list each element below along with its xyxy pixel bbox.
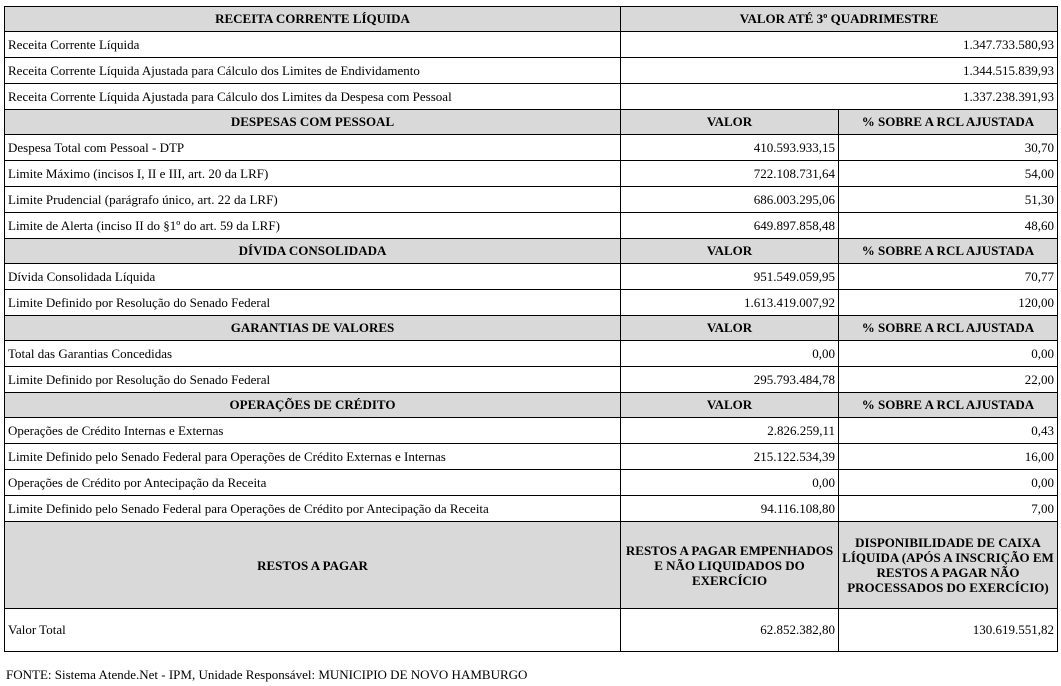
row-label: Operações de Crédito por Antecipação da Receita: [5, 470, 621, 496]
row-value: 1.337.238.391,93: [621, 84, 1058, 110]
restos-total-row: [5, 609, 1058, 652]
credito-header-row: [5, 393, 1058, 418]
divida-header: DÍVIDA CONSOLIDADA: [5, 239, 621, 264]
col-pct-header: % SOBRE A RCL AJUSTADA: [839, 316, 1058, 341]
row-value: 649.897.858,48: [621, 213, 839, 239]
table-row: [5, 213, 1058, 239]
row-value: 215.122.534,39: [621, 444, 839, 470]
table-row: [5, 290, 1058, 316]
row-label: Total das Garantias Concedidas: [5, 341, 621, 367]
row-value: 686.003.295,06: [621, 187, 839, 213]
row-pct: 70,77: [839, 264, 1058, 290]
row-value: 94.116.108,80: [621, 496, 839, 522]
row-label: Operações de Crédito Internas e Externas: [5, 418, 621, 444]
restos-empenhados-value: 62.852.382,80: [621, 609, 839, 652]
pessoal-header-row: [5, 110, 1058, 135]
table-row: [5, 367, 1058, 393]
row-value: 722.108.731,64: [621, 161, 839, 187]
col-valor-header: VALOR: [621, 239, 839, 264]
row-value: 0,00: [621, 341, 839, 367]
row-pct: 0,00: [839, 341, 1058, 367]
row-pct: 30,70: [839, 135, 1058, 161]
table-row: [5, 444, 1058, 470]
row-label: Limite Definido pelo Senado Federal para Operações de Crédito por Antecipação da Receita: [5, 496, 621, 522]
row-value: 0,00: [621, 470, 839, 496]
row-pct: 0,43: [839, 418, 1058, 444]
col-valor-header: VALOR: [621, 110, 839, 135]
pessoal-header: DESPESAS COM PESSOAL: [5, 110, 621, 135]
col-pct-header: % SOBRE A RCL AJUSTADA: [839, 239, 1058, 264]
restos-header: RESTOS A PAGAR: [5, 522, 621, 609]
table-row: [5, 418, 1058, 444]
credito-header: OPERAÇÕES DE CRÉDITO: [5, 393, 621, 418]
source-footnote: FONTE: Sistema Atende.Net - IPM, Unidade Responsável: MUNICIPIO DE NOVO HAMBURGO: [6, 667, 528, 682]
row-pct: 7,00: [839, 496, 1058, 522]
table-row: [5, 135, 1058, 161]
col-pct-header: % SOBRE A RCL AJUSTADA: [839, 110, 1058, 135]
row-pct: 54,00: [839, 161, 1058, 187]
row-label: Receita Corrente Líquida: [5, 32, 621, 58]
row-value: 295.793.484,78: [621, 367, 839, 393]
row-pct: 51,30: [839, 187, 1058, 213]
table-row: [5, 470, 1058, 496]
table-row: [5, 264, 1058, 290]
row-pct: 22,00: [839, 367, 1058, 393]
row-value: 1.344.515.839,93: [621, 58, 1058, 84]
row-label: Valor Total: [5, 609, 621, 652]
rgf-summary-table: [4, 6, 1058, 652]
table-row: [5, 161, 1058, 187]
row-value: 410.593.933,15: [621, 135, 839, 161]
row-label: Dívida Consolidada Líquida: [5, 264, 621, 290]
row-label: Limite Definido por Resolução do Senado Federal: [5, 367, 621, 393]
row-label: Limite Máximo (incisos I, II e III, art. 20 da LRF): [5, 161, 621, 187]
table-row: [5, 84, 1058, 110]
row-label: Receita Corrente Líquida Ajustada para Cálculo dos Limites de Endividamento: [5, 58, 621, 84]
row-pct: 48,60: [839, 213, 1058, 239]
table-row: [5, 32, 1058, 58]
col-valor-header: VALOR: [621, 316, 839, 341]
garantias-header: GARANTIAS DE VALORES: [5, 316, 621, 341]
col-pct-header: % SOBRE A RCL AJUSTADA: [839, 393, 1058, 418]
table-row: [5, 58, 1058, 84]
row-pct: 120,00: [839, 290, 1058, 316]
table-row: [5, 187, 1058, 213]
divida-header-row: [5, 239, 1058, 264]
row-value: 2.826.259,11: [621, 418, 839, 444]
rcl-header: RECEITA CORRENTE LÍQUIDA: [5, 7, 621, 32]
table-row: [5, 496, 1058, 522]
row-label: Despesa Total com Pessoal - DTP: [5, 135, 621, 161]
row-label: Limite Definido por Resolução do Senado Federal: [5, 290, 621, 316]
row-label: Limite Prudencial (parágrafo único, art. 22 da LRF): [5, 187, 621, 213]
row-pct: 0,00: [839, 470, 1058, 496]
restos-header-row: [5, 522, 1058, 609]
restos-disponibilidade-value: 130.619.551,82: [839, 609, 1058, 652]
row-label: Limite de Alerta (inciso II do §1º do art. 59 da LRF): [5, 213, 621, 239]
garantias-header-row: [5, 316, 1058, 341]
row-value: 1.613.419.007,92: [621, 290, 839, 316]
col-valor-header: VALOR: [621, 393, 839, 418]
col-disponibilidade-header: DISPONIBILIDADE DE CAIXA LÍQUIDA (APÓS A INSCRIÇÃO EM RESTOS A PAGAR NÃO PROCESSADOS DO EXERCÍCIO): [839, 522, 1058, 609]
rcl-header-row: [5, 7, 1058, 32]
col-empenhados-header: RESTOS A PAGAR EMPENHADOS E NÃO LIQUIDADOS DO EXERCÍCIO: [621, 522, 839, 609]
row-value: 1.347.733.580,93: [621, 32, 1058, 58]
rcl-value-header: VALOR ATÉ 3º QUADRIMESTRE: [621, 7, 1058, 32]
table-row: [5, 341, 1058, 367]
row-label: Receita Corrente Líquida Ajustada para Cálculo dos Limites da Despesa com Pessoal: [5, 84, 621, 110]
row-pct: 16,00: [839, 444, 1058, 470]
row-value: 951.549.059,95: [621, 264, 839, 290]
row-label: Limite Definido pelo Senado Federal para Operações de Crédito Externas e Internas: [5, 444, 621, 470]
